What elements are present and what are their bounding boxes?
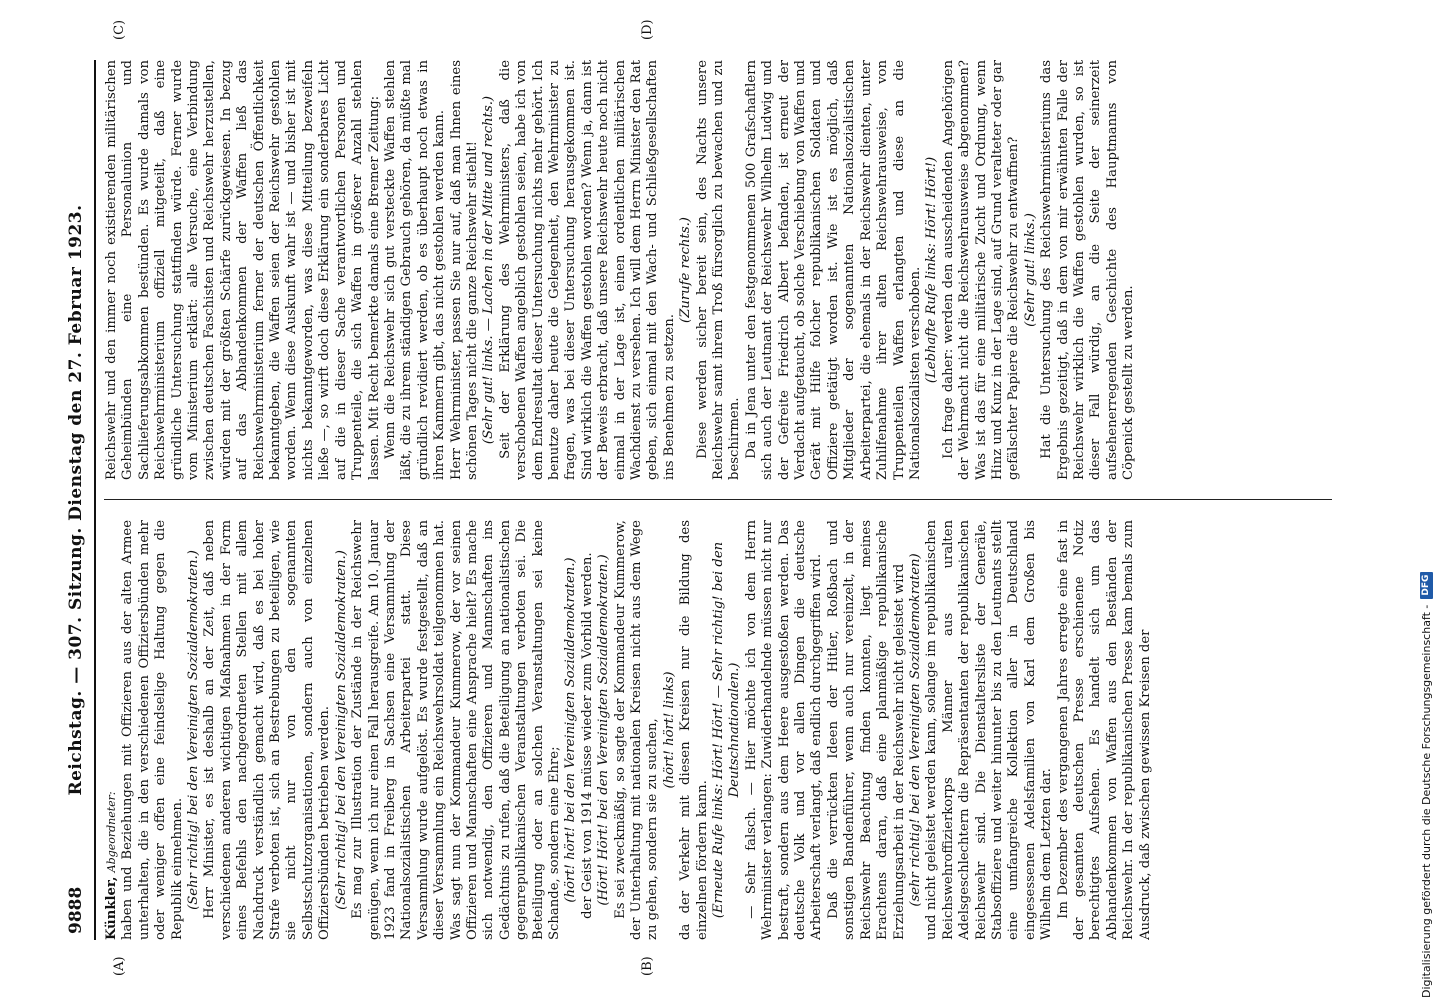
interjection: (Hört! Hört! bei den Vereinigten Sozialdemokraten.) — [596, 554, 612, 906]
interjection: (hört! hört! links) — [661, 671, 677, 789]
column-divider — [104, 499, 1332, 500]
interjection: (hört! hört! bei den Vereinigten Sozialdemokraten.) — [563, 557, 579, 903]
left-column — [104, 520, 1332, 940]
interjection: (Erneute Rufe links: Hört! Hört! — Sehr richtig! bei den Deutschnationalen.) — [711, 541, 743, 919]
paragraph: der Geist von 1914 müsse wieder zum Vorbild werden. — [579, 552, 595, 919]
interjection: (sehr richtig! bei den Vereinigten Sozialdemokraten) — [907, 553, 923, 907]
paragraph: Herr Wehrminister, passen Sie nur auf, daß man Ihnen eines schönen Tages nicht die ganze Reichswehr stiehlt! — [448, 60, 480, 480]
page-title: Reichstag. — 307. Sitzung. Dienstag den 27. Februar 1923. — [66, 204, 86, 796]
paragraph: — Sehr falsch. — Hier möchte ich von dem Herrn Wehrminister verlangen: Zuwiderhandelnde müssen nicht nur bestraft, sondern aus dem Heere ausgestoßen werden. Das deutsche Volk und vor allen Dingen die deutsche Arbeiterschaft verlangt, daß endlich durchgegriffen wird. — [743, 520, 825, 940]
document-page — [60, 19, 1340, 976]
interjection: (Sehr gut! links.) — [1022, 213, 1038, 327]
paragraph: da der Verkehr mit diesen Kreisen nur die Bildung des einzelnen fördern kann. — [678, 520, 710, 940]
paragraph: Es mag zur Illustration der Zustände in der Reichswehr genügen, wenn ich nur einen Fall herausgreife. Am 10. Januar 1923 fand in Freiberg in Sachsen eine Versammlung der Nationalsozialistischen Arbeiterpartei statt. Diese Versammlung wurde aufgelöst. Es wurde festgestellt, daß an dieser Versammlung ein Reichswehrsoldat teilgenommen hat. Was sagt nun der Kommandeur Kummerow, der vor seinen Offizieren und Mannschaften eine Ansprache hielt? Es mache sich notwendig, den Offizieren und Mannschaften ins Gedächtnis zu rufen, daß die Beteiligung an nationalistischen gegenrepublikanischen Veranstaltungen verboten sei. Die Beteiligung oder an solchen Veranstaltungen sei keine Schande, sondern eine Ehre; — [350, 520, 562, 940]
paragraph: Da in Jena unter den festgenommenen 500 Grafschaftlern sich auch der Leutnant der Reichswehr Wilhelm Ludwig und der Gefreite Friedrich Albert befanden, ist erneut der Verdacht aufgetaucht, ob solche Verschiebung von Waffen und Gerät mit Hilfe folcher republikanischen Soldaten und Offiziere getätigt worden ist. Wie ist es möglich, daß Mitglieder der sogenannten Nationalsozialistischen Arbeiterpartei, die ehemals in der Reichswehr dienten, unter Zuhilfenahme ihrer alten Reichswehrausweise, von Truppenteilen Waffen erlangten und diese an die Nationalsozialisten verschoben. — [743, 60, 923, 480]
paragraph: Es sei zweckmäßig, so sagte der Kommandeur Kummerow, der Unterhaltung mit nationalen Kreisen nicht aus dem Wege zu gehen, sondern sie zu suchen, — [612, 520, 661, 940]
paragraph: Reichswehr und den immer noch existierenden militärischen Geheimbünden eine Personalunion und Sachlieferungsabkommen bestünden. Es wurde damals von Reichswehrministerium offiziell mitgeteilt, daß eine gründliche Untersuchung stattfinden würde. Ferner wurde vom Ministerium erklärt: alle Versuche, eine Verbindung zwischen deutschen Faschisten und Reichswehr herzustellen, würden mit der größten Schärfe zurückgewiesen. In bezug auf das Abhandenkommen der Waffen ließ das Reichswehrministerium ferner der deutschen Öffentlichkeit bekanntgeben, die Waffen seien der Reichswehr gestohlen worden. Wenn diese Auskunft wahr ist — und bisher ist mit nichts bekanntgeworden, was diese Mitteilung bezweifeln ließe —, so wirft doch diese Erklärung ein sonderbares Licht auf die in dieser Sache verantwortlichen Personen und Truppenteile, die sich Waffen in größerer Anzahl stehlen lassen. Mit Recht bemerkte damals eine Bremer Zeitung: — [104, 60, 382, 480]
speaker-name: Künkler, — [104, 876, 119, 940]
right-column — [104, 60, 1332, 480]
interjection: (Sehr richtig! bei den Vereinigten Sozialdemokraten.) — [333, 550, 349, 910]
quotation: Wenn die Reichswehr sich gut versteckte Waffen stehlen läßt, die zu ihrem ständigen Gebrauch gehören, da müßte mal gründlich revidiert werden, ob es überhaupt noch etwas in ihren Kammern gibt, das nicht gestohlen werden kann. — [382, 60, 448, 480]
paragraph: Diese werden sicher bereit sein, des Nachts unsere Reichswehr samt ihrem Troß fürsorglich zu bewachen und zu beschirmen. — [694, 60, 743, 480]
digitization-credit — [1419, 8, 1433, 998]
interjection: (Sehr gut! links. — Lachen in der Mitte und rechts.) — [481, 95, 497, 445]
paragraph: Im Dezember des vergangenen Jahres erregte eine fast in der gesamten deutschen Presse erschienene Notiz berechtigtes Aufsehen. Es handelt sich um das Abhandenkommen von Waffen aus den Beständen der Reichswehr. In der republikanischen Presse kam bemals zum Ausdruck, daß zwischen gewissen Kreisen der — [1055, 520, 1153, 940]
paragraph: und nicht geleistet werden kann, solange im republikanischen Reichswehroffizierkorps Männer aus uralten Adelsgeschlechtern die Repräsentanten der republikanischen Reichswehr sind. Die Dienstaltersliste der Generäle, Stabsoffiziere und weiter hinunter bis zu den Leutnants stellt eine umfangreiche Kollektion aller in Deutschland eingesessenen Adelsfamilien von Karl dem Großen bis Wilhelm dem Letzten dar. — [924, 520, 1055, 940]
page-header — [60, 60, 96, 940]
interjection: (Zurufe rechts.) — [678, 217, 694, 323]
paragraph: Daß die verrückten Ideen der Hitler, Roßbach und sonstigen Bandenführer, wenn auch nur vereinzelt, in der Reichswehr Beachtung finden konnten, liegt meines Erachtens daran, daß eine planmäßige republikanische Erziehungsarbeit in der Reichswehr nicht geleistet wird — [825, 520, 907, 940]
margin-marker-a: (A) — [112, 956, 127, 976]
margin-marker-b: (B) — [640, 956, 655, 976]
paragraph: Herr Minister, es ist deshalb an der Zeit, daß neben verschiedenen anderen wichtigen Maßnahmen in der Form eines Befehls den nachgeordneten Stellen mit allem Nachdruck verständlich gemacht wird, daß es bei hoher Strafe verboten ist, sich an Bestrebungen zu beteiligen, wie sie nicht nur von den sogenannten Selbstschutzorganisationen, sondern auch von einzelnen Offiziersbünden betrieben werden. — [202, 520, 333, 940]
interjection: (Lebhafte Rufe links: Hört! Hört!) — [924, 156, 940, 384]
margin-marker-c: (C) — [112, 19, 127, 40]
credit-text: Digitalisierung gefördert durch die Deutsche Forschungsgemeinschaft - — [1419, 604, 1433, 998]
speaker-note: Abgeordneter: — [105, 791, 118, 873]
paragraph: haben und Beziehungen mit Offizieren aus der alten Armee unterhalten, die in den verschiedenen Offiziersbünden mehr oder weniger offen eine feindselige Haltung gegen die Republik einnehmen. — [120, 520, 185, 940]
margin-marker-d: (D) — [640, 19, 655, 40]
interjection: (Sehr richtig! bei den Vereinigten Sozialdemokraten.) — [186, 550, 202, 910]
paragraph: Seit der Erklärung des Wehrministers, daß die verschobenen Waffen angeblich gestohlen seien, habe ich von dem Endresultat dieser Untersuchung nichts mehr gehört. Ich benutze daher heute die Gelegenheit, den Wehrminister zu fragen, was bei dieser Untersuchung herausgekommen ist. Sind wirklich die Waffen gestohlen worden? Wenn ja, dann ist der Beweis erbracht, daß unsere Reichswehr heute noch nicht einmal in der Lage ist, einen ordentlichen militärischen Wachdienst zu versehen. Ich will dem Herrn Minister den Rat geben, sich einmal mit den Wach- und Schließgesellschaften ins Benehmen zu setzen. — [497, 60, 677, 480]
page-number: 9888 — [66, 886, 86, 934]
dfg-logo: DFG — [1420, 572, 1433, 599]
paragraph: Hat die Untersuchung des Reichswehrministeriums das Ergebnis gezeitigt, daß in dem von mir erwähnten Falle der Reichswehr wirklich die Waffen gestohlen wurden, so ist dieser Fall würdig, an die Seite der seinerzeit aufsehenerregenden Geschichte des Hauptmanns von Cöpenick gestellt zu werden. — [1039, 60, 1137, 480]
paragraph: Ich frage daher: werden den ausscheidenden Angehörigen der Wehrmacht nicht die Reichswehrausweise abgenommen? Was ist das für eine militärische Zucht und Ordnung, wenn Hinz und Kunz in der Lage sind, auf Grund veralteter oder gar gefälschter Papiere die Reichswehr zu entwaffnen? — [940, 60, 1022, 480]
speaker-line — [104, 520, 120, 940]
